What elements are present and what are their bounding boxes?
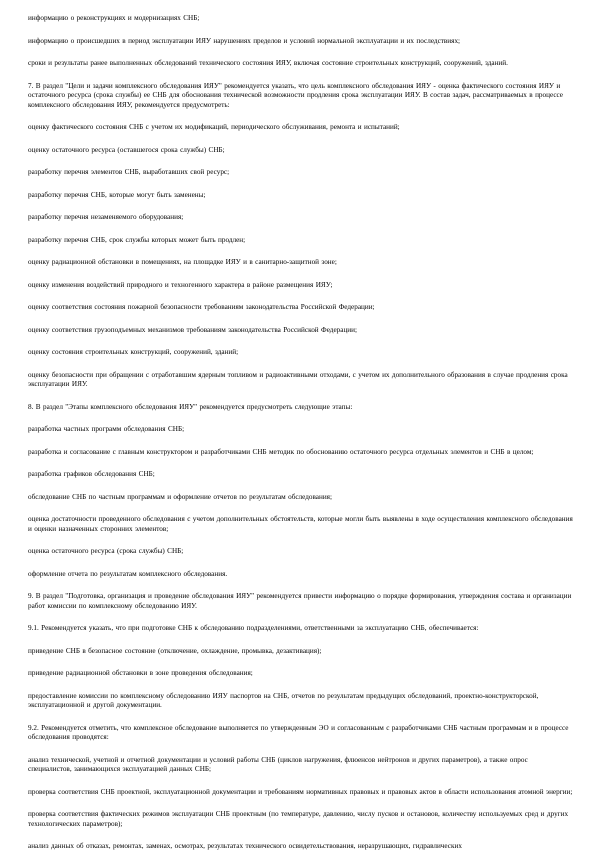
paragraph: оценку соответствия состояния пожарной безопасности требованиям законодательства Российской Федерации; [28,303,375,311]
paragraph: проверка соответствия СНБ проектной, эксплуатационной документации и требованиям нормативных правовых и правовых актов в области использования атомной энергии; [28,787,573,796]
paragraph: разработку перечня элементов СНБ, выработавших свой ресурс; [28,168,230,176]
paragraph: 7. В раздел "Цели и задачи комплексного обследования ИЯУ" рекомендуется указать, что цель комплексного обследования ИЯУ - оценка фактического состояния ИЯУ и остаточного ресурса (срока службы) ее СНБ для обоснования технической возможности продления срока эксплуатации ИЯУ. В состав задач, рассматриваемых в процессе комплексного обследования ИЯУ, рекомендуется предусмотреть: [28,81,563,109]
paragraph: оценку радиационной обстановки в помещениях, на площадке ИЯУ и в санитарно-защитной зоне; [28,258,337,266]
paragraph: разработку перечня незаменяемого оборудования; [28,213,184,221]
paragraph: оценку фактического состояния СНБ с учетом их модификаций, периодического обслуживания, ремонта и испытаний; [28,123,400,131]
paragraph: 9. В раздел "Подготовка, организация и проведение обследования ИЯУ" рекомендуется привести информацию о порядке формирования, утверждения состава и организации работ комиссии по комплексному обследованию ИЯУ. [28,592,572,610]
paragraph: анализ данных об отказах, ремонтах, заменах, осмотрах, результатах технического освидетельствования, неразрушающих, гидравлических [28,842,462,850]
paragraph: 8. В раздел "Этапы комплексного обследования ИЯУ" рекомендуется предусмотреть следующие этапы: [28,402,353,411]
paragraph: оценку соответствия грузоподъемных механизмов требованиям законодательства Российской Федерации; [28,325,357,334]
paragraph: оценку изменения воздействий природного и техногенного характера в районе размещения ИЯУ; [28,280,333,289]
paragraph: разработку перечня СНБ, которые могут быть заменены; [28,190,206,199]
paragraph: приведение СНБ в безопасное состояние (отключение, охлаждение, промывка, дезактивация); [28,646,322,655]
paragraph: информацию о реконструкциях и модернизациях СНБ; [28,14,200,22]
paragraph: 9.1. Рекомендуется указать, что при подготовке СНБ к обследованию подразделениями, ответственными за эксплуатацию СНБ, обеспечивается: [28,624,479,632]
paragraph: обследование СНБ по частным программам и оформление отчетов по результатам обследования; [28,492,332,501]
paragraph: разработка частных программ обследования СНБ; [28,425,185,433]
paragraph: приведение радиационной обстановки в зоне проведения обследования; [28,669,253,677]
paragraph: предоставление комиссии по комплексному обследованию ИЯУ паспортов на СНБ, отчетов по результатам предыдущих обследований, проектно-конструкторской, эксплуатационной и другой документации. [28,691,539,709]
paragraph: оформление отчета по результатам комплексного обследования. [28,569,228,578]
paragraph: анализ технической, учетной и отчетной документации и условий работы СНБ (циклов нагружения, флюенсов нейтронов и других параметров), а также опрос специалистов, занимающихся эксплуатацией данных СНБ; [28,755,528,773]
paragraph: оценку безопасности при обращении с отработавшим ядерным топливом и радиоактивными отходами, с учетом их дополнительного образования в случае продления срока эксплуатации ИЯУ. [28,370,568,388]
paragraph: проверка соответствия фактических режимов эксплуатации СНБ проектным (по температуре, давлению, числу пусков и остановов, количеству используемых сред и других технологических параметров); [28,810,569,828]
paragraph: разработка и согласование с главным конструктором и разработчиками СНБ методик по обоснованию остаточного ресурса отдельных элементов и СНБ в целом; [28,447,534,456]
paragraph: оценка остаточного ресурса (срока службы) СНБ; [28,547,184,555]
paragraph: оценку состояния строительных конструкций, сооружений, зданий; [28,348,239,356]
paragraph: 9.2. Рекомендуется отметить, что комплексное обследование выполняется по утвержденным ЭО и согласованным с разработчиками СНБ частным программам и в процессе обследования проводятся: [28,723,569,741]
paragraph: информацию о происшедших в период эксплуатации ИЯУ нарушениях пределов и условий нормальной эксплуатации и их последствиях; [28,36,461,45]
paragraph: оценка достаточности проведенного обследования с учетом дополнительных обстоятельств, которые могли быть выявлены в ходе осуществления комплексного обследования и оценки назначенных сторонних элементов; [28,515,573,533]
paragraph: оценку остаточного ресурса (оставшегося срока службы) СНБ; [28,145,225,154]
paragraph: сроки и результаты ранее выполненных обследований технического состояния ИЯУ, включая состояние строительных конструкций, сооружений, зданий. [28,59,508,67]
paragraph: разработка графиков обследования СНБ; [28,470,155,478]
paragraph: разработку перечня СНБ, срок службы которых может быть продлен; [28,235,246,244]
